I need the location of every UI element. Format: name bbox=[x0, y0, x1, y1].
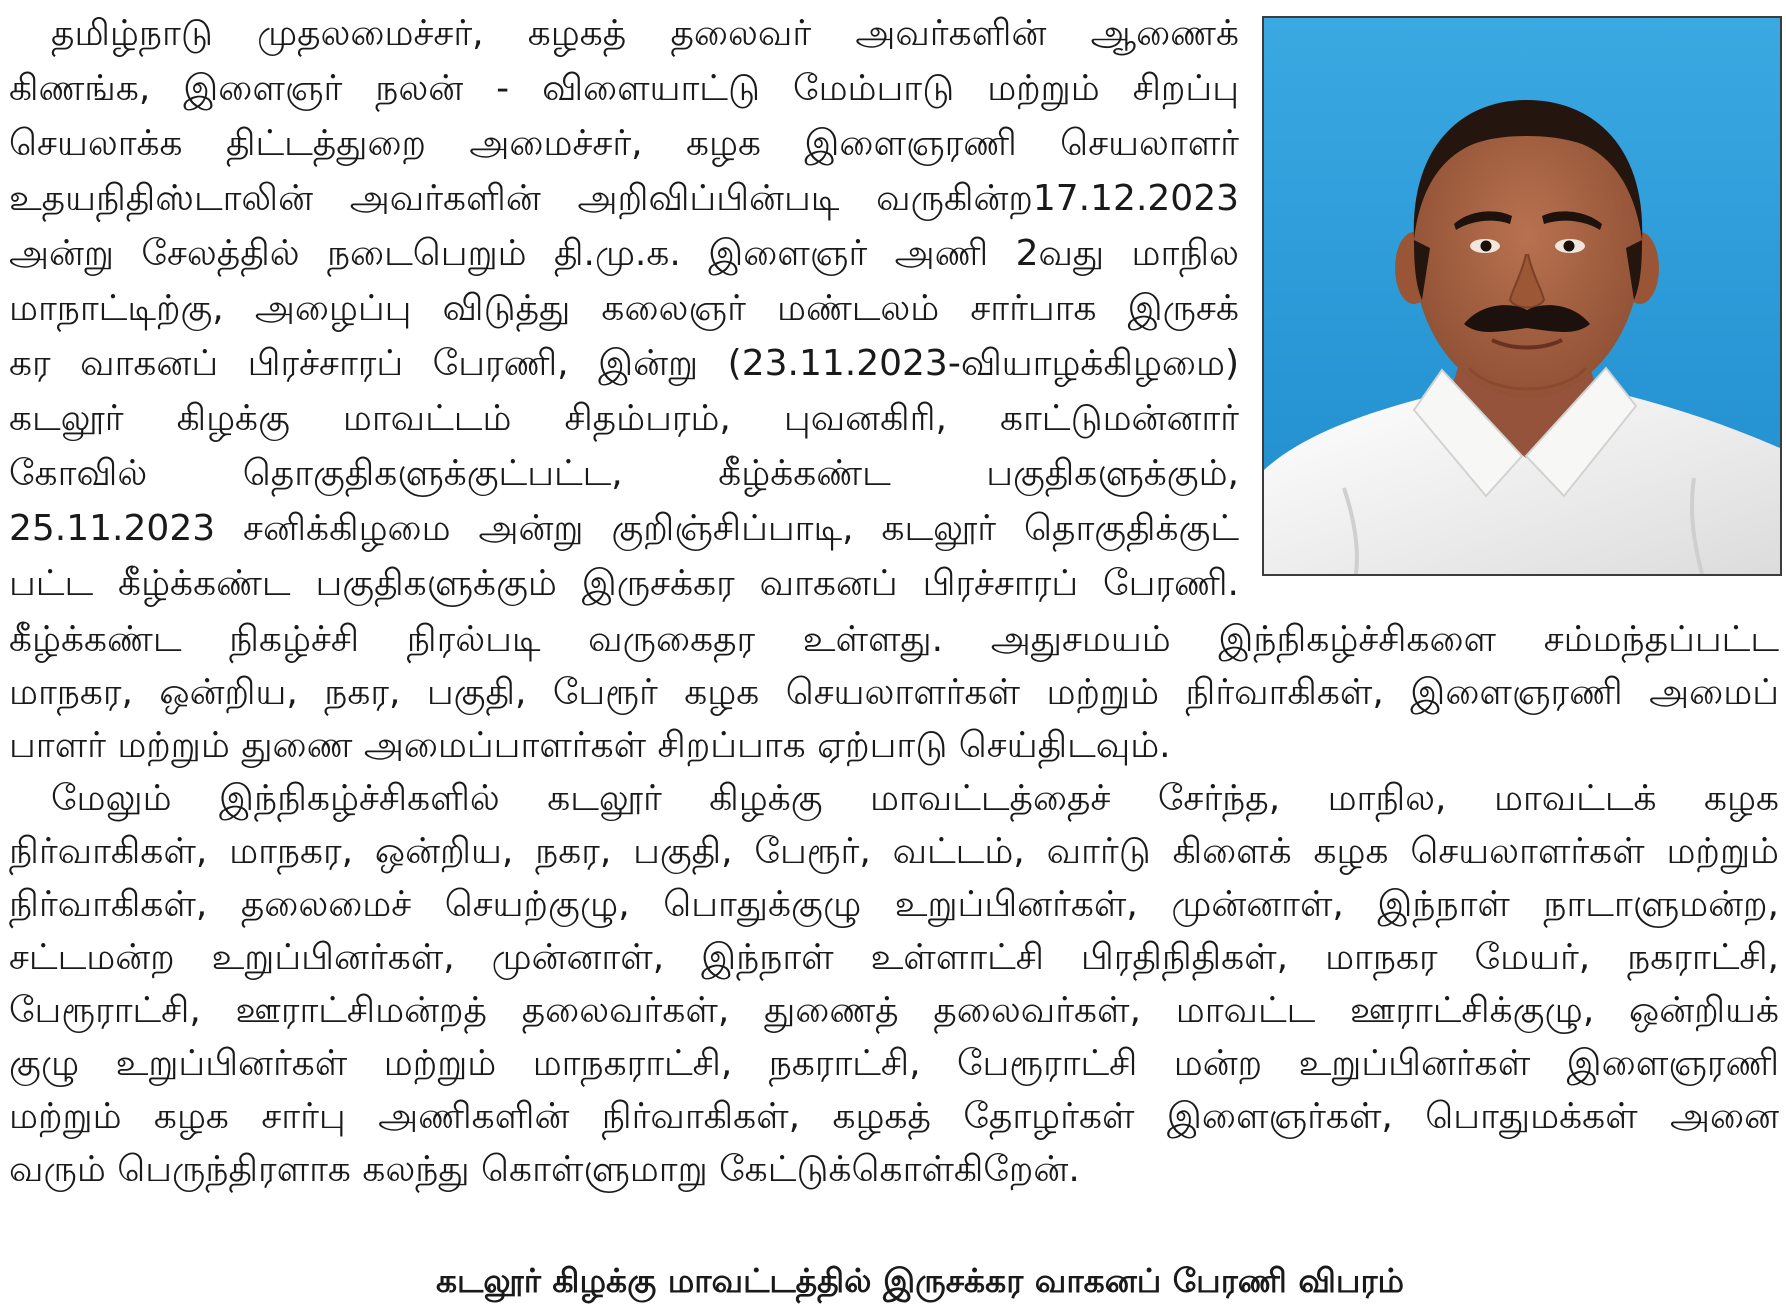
line-text: அன்று சேலத்தில் நடைபெறும் தி.மு.க. இளைஞர் அணி 2வது மாநில bbox=[9, 233, 1239, 274]
section-heading-text: கடலூர் கிழக்கு மாவட்டத்தில் இருசக்கர வாகனப் பேரணி விபரம் bbox=[435, 1261, 1405, 1300]
text-line bbox=[9, 171, 1239, 226]
text-line bbox=[9, 556, 1239, 611]
text-line bbox=[9, 391, 1239, 446]
line-text: மாநாட்டிற்கு, அழைப்பு விடுத்து கலைஞர் மண்டலம் சார்பாக இருசக் bbox=[9, 288, 1239, 329]
text-line bbox=[9, 501, 1239, 556]
text-line bbox=[9, 666, 1779, 719]
text-line bbox=[9, 226, 1239, 281]
article-column-wrapped bbox=[9, 6, 1239, 611]
line-text: நிர்வாகிகள், தலைமைச் செயற்குழு, பொதுக்குழு உறுப்பினர்கள், முன்னாள், இந்நாள் நாடாளுமன்ற, bbox=[9, 884, 1779, 925]
text-line bbox=[9, 6, 1239, 61]
text-line bbox=[9, 984, 1779, 1037]
line-text: செயலாக்க திட்டத்துறை அமைச்சர், கழக இளைஞரணி செயலாளர் bbox=[9, 123, 1239, 164]
text-line bbox=[9, 719, 1779, 772]
line-text: தமிழ்நாடு முதலமைச்சர், கழகத் தலைவர் அவர்களின் ஆணைக் bbox=[51, 13, 1239, 54]
text-line bbox=[9, 1090, 1779, 1143]
line-text: உதயநிதிஸ்டாலின் அவர்களின் அறிவிப்பின்படி வருகின்ற17.12.2023 bbox=[9, 178, 1239, 219]
text-line bbox=[9, 281, 1239, 336]
line-text: பேரூராட்சி, ஊராட்சிமன்றத் தலைவர்கள், துணைத் தலைவர்கள், மாவட்ட ஊராட்சிக்குழு, ஒன்றியக் bbox=[9, 990, 1779, 1031]
line-text: மற்றும் கழக சார்பு அணிகளின் நிர்வாகிகள், கழகத் தோழர்கள் இளைஞர்கள், பொதுமக்கள் அனை bbox=[9, 1096, 1779, 1137]
text-line bbox=[9, 772, 1779, 825]
portrait-photo bbox=[1262, 16, 1782, 576]
text-line bbox=[9, 613, 1779, 666]
section-heading bbox=[330, 1256, 1510, 1306]
text-line bbox=[9, 931, 1779, 984]
article-column-full bbox=[9, 613, 1779, 1196]
line-text: மாநகர, ஒன்றிய, நகர, பகுதி, பேரூர் கழக செயலாளர்கள் மற்றும் நிர்வாகிகள், இளைஞரணி அமைப் bbox=[9, 672, 1779, 713]
text-line bbox=[9, 825, 1779, 878]
text-line bbox=[9, 1037, 1779, 1090]
line-text: நிர்வாகிகள், மாநகர, ஒன்றிய, நகர, பகுதி, பேரூர், வட்டம், வார்டு கிளைக் கழக செயலாளர்கள் மற்றும் bbox=[9, 831, 1779, 872]
line-text: கிணங்க, இளைஞர் நலன் - விளையாட்டு மேம்பாடு மற்றும் சிறப்பு bbox=[9, 68, 1239, 109]
line-text: சட்டமன்ற உறுப்பினர்கள், முன்னாள், இந்நாள் உள்ளாட்சி பிரதிநிதிகள், மாநகர மேயர், நகராட்சி, bbox=[9, 937, 1779, 978]
line-text: பட்ட கீழ்க்கண்ட பகுதிகளுக்கும் இருசக்கர வாகனப் பிரச்சாரப் பேரணி. bbox=[9, 563, 1239, 604]
text-line bbox=[9, 61, 1239, 116]
text-line bbox=[9, 1143, 1779, 1196]
line-text: கோவில் தொகுதிகளுக்குட்பட்ட, கீழ்க்கண்ட பகுதிகளுக்கும், bbox=[9, 453, 1239, 494]
line-text: கடலூர் கிழக்கு மாவட்டம் சிதம்பரம், புவனகிரி, காட்டுமன்னார் bbox=[9, 398, 1239, 439]
text-line bbox=[9, 116, 1239, 171]
line-text: 25.11.2023 சனிக்கிழமை அன்று குறிஞ்சிப்பாடி, கடலூர் தொகுதிக்குட் bbox=[9, 508, 1239, 549]
line-text: பாளர் மற்றும் துணை அமைப்பாளர்கள் சிறப்பாக ஏற்பாடு செய்திடவும். bbox=[9, 725, 1171, 766]
line-text: குழு உறுப்பினர்கள் மற்றும் மாநகராட்சி, நகராட்சி, பேரூராட்சி மன்ற உறுப்பினர்கள் இளைஞரணி bbox=[9, 1043, 1779, 1084]
text-line bbox=[9, 878, 1779, 931]
portrait-illustration bbox=[1264, 18, 1780, 574]
text-line bbox=[9, 336, 1239, 391]
line-text: கர வாகனப் பிரச்சாரப் பேரணி, இன்று (23.11.2023-வியாழக்கிழமை) bbox=[9, 343, 1239, 384]
line-text: கீழ்க்கண்ட நிகழ்ச்சி நிரல்படி வருகைதர உள்ளது. அதுசமயம் இந்நிகழ்ச்சிகளை சம்மந்தப்பட்ட bbox=[9, 619, 1779, 660]
text-line bbox=[9, 446, 1239, 501]
line-text: மேலும் இந்நிகழ்ச்சிகளில் கடலூர் கிழக்கு மாவட்டத்தைச் சேர்ந்த, மாநில, மாவட்டக் கழக bbox=[51, 778, 1779, 819]
line-text: வரும் பெருந்திரளாக கலந்து கொள்ளுமாறு கேட்டுக்கொள்கிறேன். bbox=[9, 1149, 1080, 1190]
